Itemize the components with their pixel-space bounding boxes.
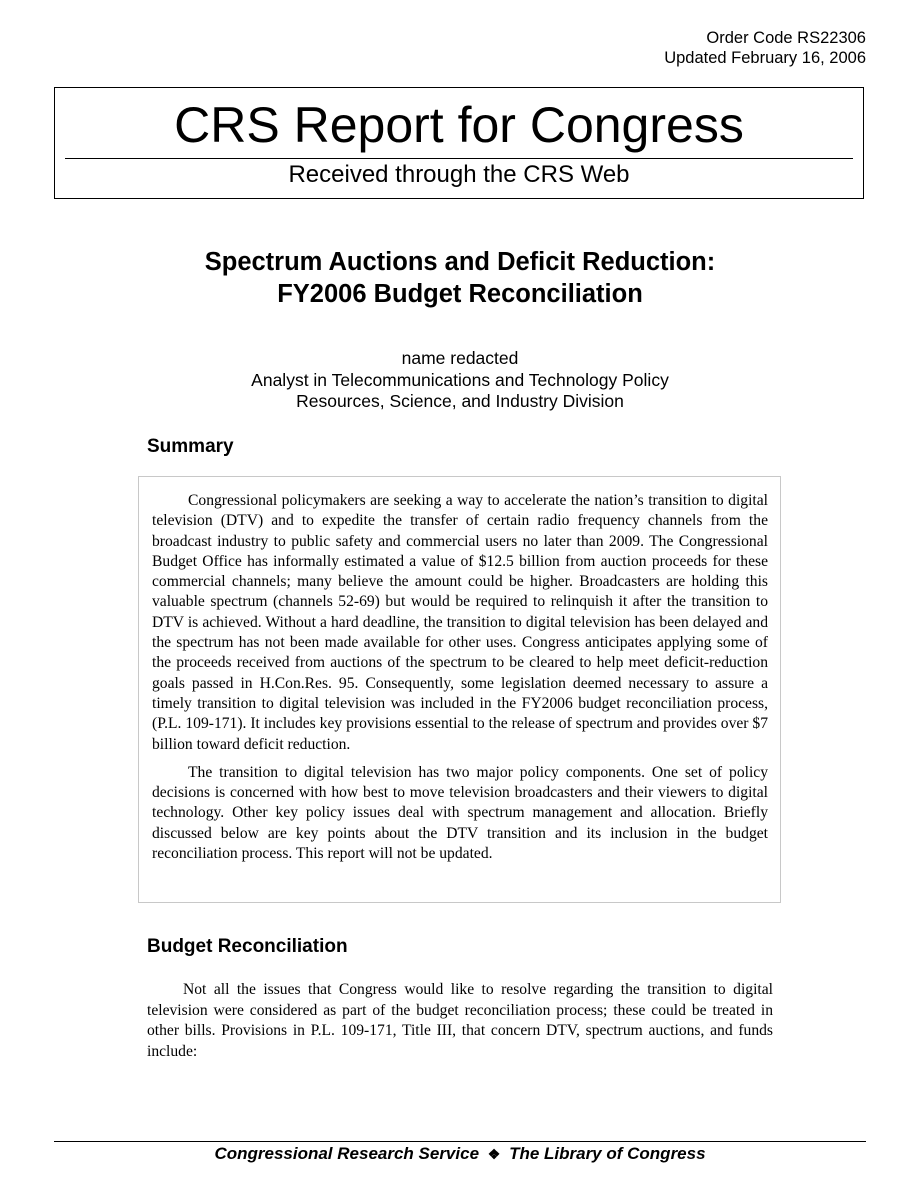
diamond-separator-icon: ❖ xyxy=(487,1146,501,1162)
author-name: name redacted xyxy=(401,348,519,368)
masthead-title: CRS Report for Congress xyxy=(174,97,744,153)
author-role: Analyst in Telecommunications and Technology Policy xyxy=(251,369,669,390)
summary-heading: Summary xyxy=(147,436,234,457)
masthead-subtitle: Received through the CRS Web xyxy=(288,161,630,188)
updated-date: Updated February 16, 2006 xyxy=(664,49,866,67)
author-division: Resources, Science, and Industry Division xyxy=(296,391,624,411)
order-code-block xyxy=(664,28,866,68)
footer-library: The Library of Congress xyxy=(509,1144,706,1163)
budget-reconciliation-paragraph: Not all the issues that Congress would like to resolve regarding the transition to digital television were considered as part of the budget reconciliation process; these could be treated in other bills. Provisions in P.L. 109-171, Title III, that concern DTV, spectrum auctions, and funds include: xyxy=(147,981,773,1060)
summary-paragraph-2: The transition to digital television has two major policy components. One set of policy decisions is concerned with how best to move television broadcasters and their viewers to digital technology. Other key policy issues deal with spectrum management and allocation. Briefly discussed below are key points about the DTV transition and its inclusion in the budget reconciliation process. This report will not be updated. xyxy=(152,763,768,863)
report-title-line-2: FY2006 Budget Reconciliation xyxy=(277,280,643,308)
report-title xyxy=(0,246,920,310)
summary-box xyxy=(138,476,781,903)
page-footer xyxy=(0,1143,920,1165)
order-code: Order Code RS22306 xyxy=(706,29,866,47)
masthead-divider xyxy=(65,158,853,159)
author-block xyxy=(0,348,920,413)
report-title-line-1: Spectrum Auctions and Deficit Reduction: xyxy=(204,248,716,276)
footer-divider xyxy=(54,1141,866,1142)
masthead-box xyxy=(54,87,864,199)
summary-paragraph-1: Congressional policymakers are seeking a way to accelerate the nation’s transition to digital television (DTV) and to expedite the transfer of certain radio frequency channels from the broadcast industry to public safety and commercial users no later than 2009. The Congressional Budget Office has informally estimated a value of $12.5 billion from auction proceeds for these commercial channels; many believe the amount could be higher. Broadcasters are holding this valuable spectrum (channels 52-69) but would be required to relinquish it after the transition to DTV is achieved. Without a hard deadline, the transition to digital television has been delayed and the spectrum has not been made available for other uses. Congress anticipates applying some of the proceeds received from auctions of the spectrum to be cleared to help meet deficit-reduction goals passed in H.Con.Res. 95. Consequently, some legislation deemed necessary to assure a timely transition to digital television was included in the FY2006 budget reconciliation process, (P.L. 109-171). It includes key provisions essential to the release of spectrum and provides over $7 billion toward deficit reduction. xyxy=(152,492,768,753)
footer-crs: Congressional Research Service xyxy=(214,1144,480,1163)
budget-reconciliation-heading: Budget Reconciliation xyxy=(147,936,348,957)
